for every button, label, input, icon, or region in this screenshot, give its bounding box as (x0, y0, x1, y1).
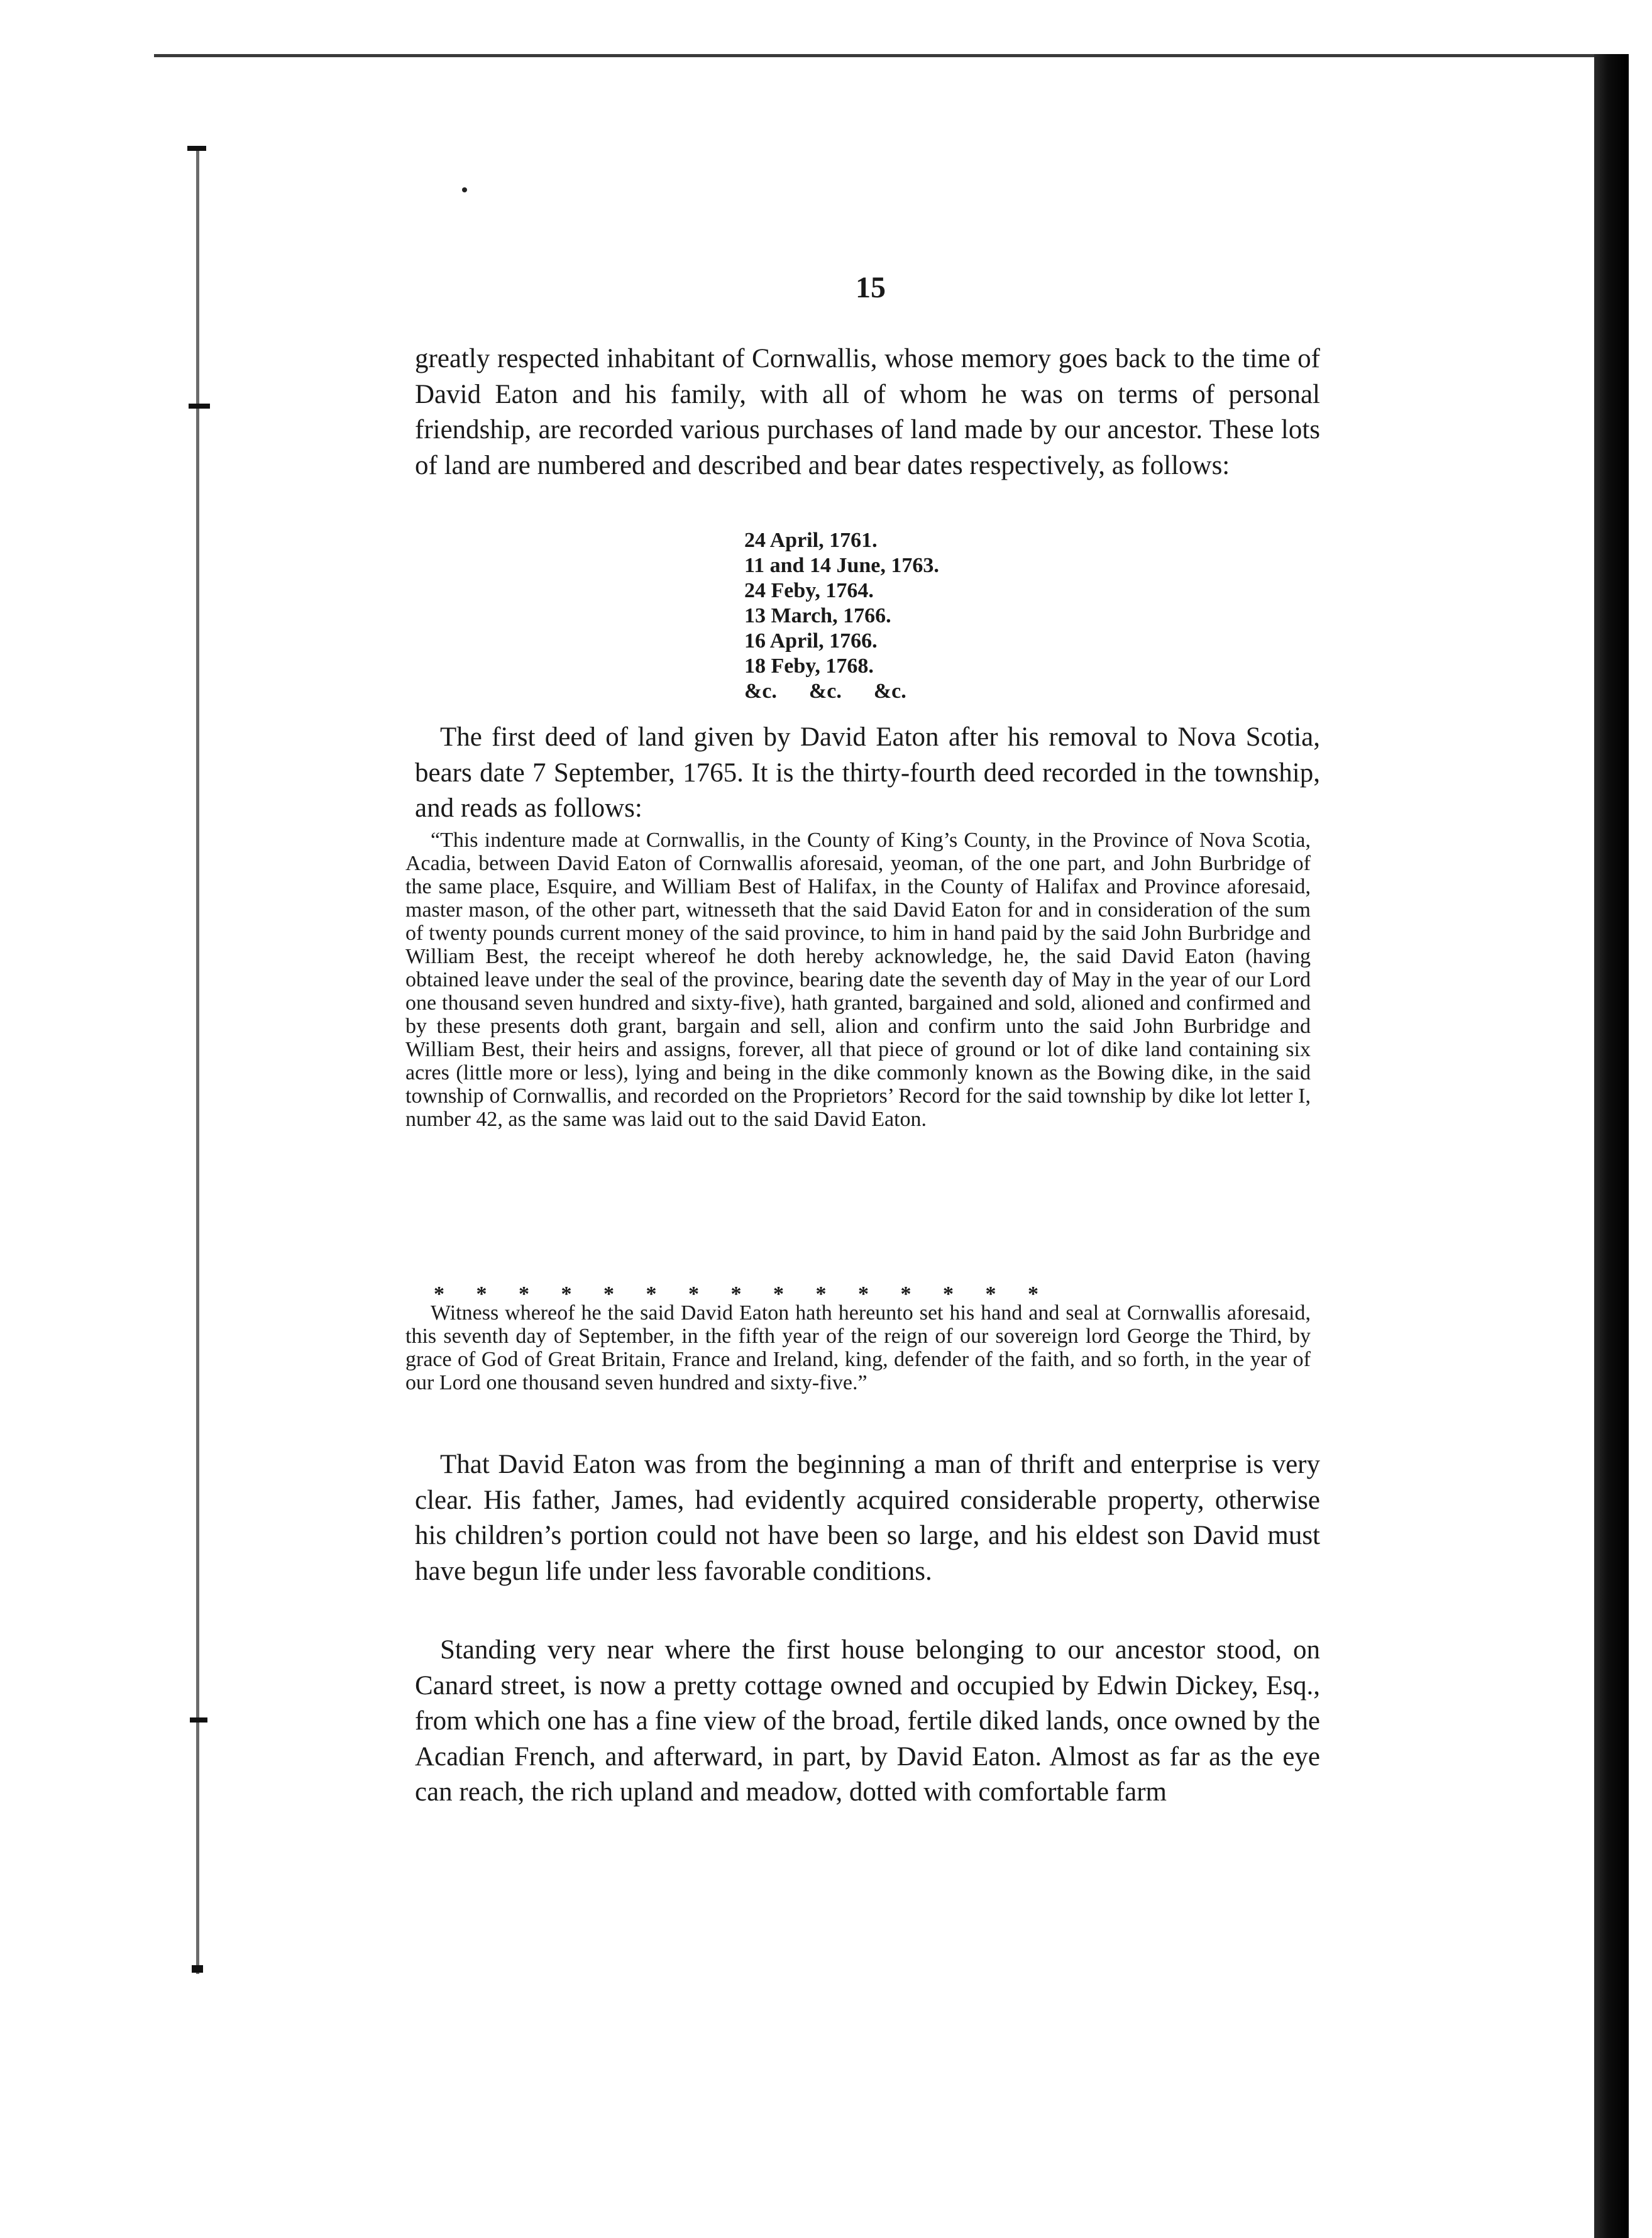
binding-mark-top (187, 146, 206, 151)
intro-text: greatly respected inhabitant of Cornwallis, whose memory goes back to the time of David Eaton and his family, with all of whom he was on terms of personal friendship, are recorded various purchases of land made by our ancestor. These lots of land are numbered and described and bear dates respectively, as follows: (415, 344, 1320, 480)
deed-quote-text: “This indenture made at Cornwallis, in the County of King’s County, in the Province of Nova Scotia, Acadia, between David Eaton of Cornwallis aforesaid, yeoman, of the one part, and John Burbridge of the same place, Esquire, and William Best of Halifax, in the County of Halifax and Province aforesaid, master mason, of the other part, witnesseth that the said David Eaton for and in consideration of the sum of twenty pounds current money of the said province, to him in hand paid by the said John Burbridge and William Best, the receipt whereof he doth hereby acknowledge, he, the said David Eaton (having obtained leave under the seal of the province, bearing date the seventh day of May in the year of our Lord one thousand seven hundred and sixty-five), hath granted, bargained and sold, alioned and confirmed and by these presents doth grant, bargain and sell, alion and confirm unto the said John Burbridge and William Best, their heirs and assigns, forever, all that piece of ground or lot of dike land containing six acres (little more or less), lying and being in the dike commonly known as the Bowing dike, in the said township of Cornwallis, and recorded on the Proprietors’ Record for the said township by dike lot letter I, number 42, as the same was laid out to the said David Eaton. (405, 829, 1311, 1131)
thrift-text: That David Eaton was from the beginning a man of thrift and enterprise is very clear. His father, James, had evidently acquired considerable property, otherwise his children’s portion could not have been so large, and his eldest son David must have begun life under less favorable conditions. (415, 1450, 1320, 1586)
standing-text: Standing very near where the first house belonging to our ancestor stood, on Canard street, is now a pretty cottage owned and occupied by Edwin Dickey, Esq., from which one has a fine view of the broad, fertile diked lands, once owned by the Acadian French, and afterward, in part, by David Eaton. Almost as far as the eye can reach, the rich upland and meadow, dotted with comfortable farm (415, 1635, 1320, 1807)
witness-quote (405, 1301, 1311, 1394)
intro-paragraph (415, 341, 1320, 483)
scan-speck (462, 187, 467, 192)
date-item: &c. &c. &c. (744, 680, 906, 703)
binding-line (196, 151, 199, 1974)
date-item: 11 and 14 June, 1763. (744, 554, 939, 577)
scan-border-right (1594, 54, 1629, 2238)
thrift-paragraph (415, 1447, 1320, 1589)
first-deed-paragraph (415, 720, 1320, 827)
date-item: 24 April, 1761. (744, 529, 878, 552)
date-item: 24 Feby, 1764. (744, 579, 874, 602)
ellipsis-stars: * * * * * * * * * * * * * * * (434, 1282, 1038, 1306)
date-item: 18 Feby, 1768. (744, 654, 874, 678)
first-deed-text: The first deed of land given by David Eaton after his removal to Nova Scotia, bears date 7 September, 1765. It is the thirty-fourth deed recorded in the township, and reads as follows: (415, 722, 1320, 823)
standing-paragraph (415, 1633, 1320, 1811)
scan-border-top (154, 54, 1597, 57)
date-item: 16 April, 1766. (744, 629, 878, 653)
binding-mark-lower (190, 1717, 207, 1723)
witness-quote-text: Witness whereof he the said David Eaton hath hereunto set his hand and seal at Cornwallis aforesaid, this seventh day of September, in the fifth year of the reign of our sovereign lord George the Third, by grace of God of Great Britain, France and Ireland, king, defender of the faith, and so forth, in the year of our Lord one thousand seven hundred and sixty-five.” (405, 1301, 1311, 1394)
deed-quote (405, 829, 1311, 1131)
binding-mark-bottom (192, 1965, 203, 1973)
dates-list (744, 528, 939, 704)
page-number: 15 (856, 271, 886, 304)
date-item: 13 March, 1766. (744, 604, 891, 627)
binding-mark-upper (189, 404, 210, 409)
